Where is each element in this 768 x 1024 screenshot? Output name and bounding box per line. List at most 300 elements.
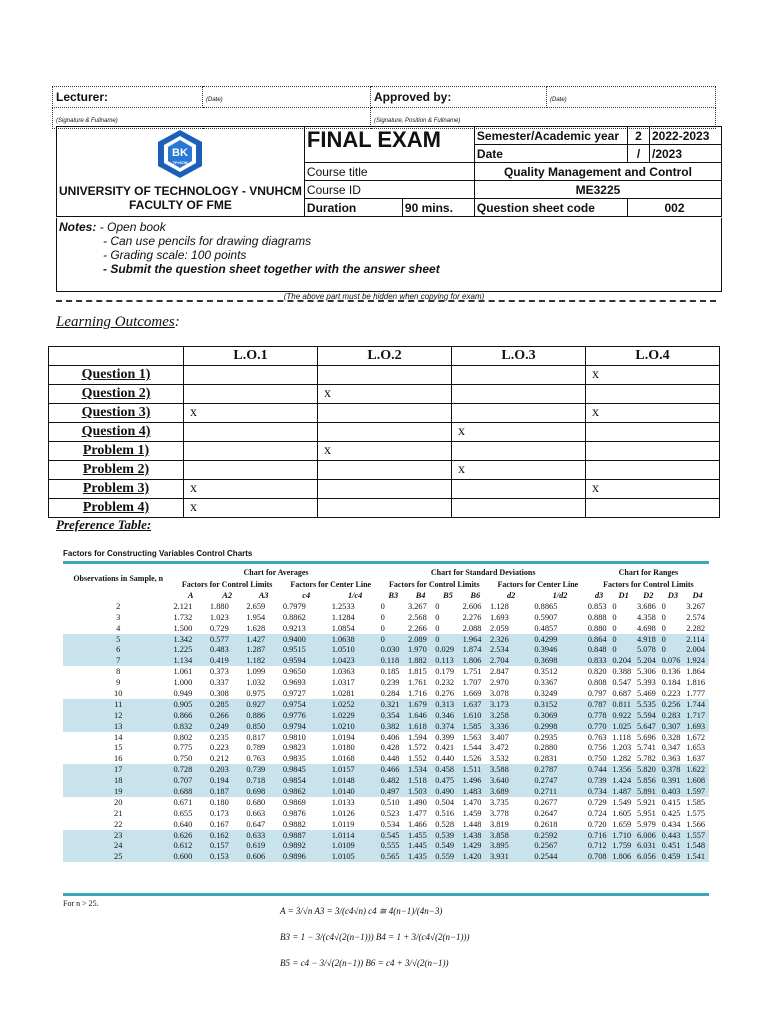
factor-cell: 5.782 — [636, 754, 656, 764]
factor-cell: 0.363 — [661, 754, 681, 764]
lo-row-label: Problem 1) — [49, 442, 184, 461]
lo-header-2: L.O.2 — [318, 347, 452, 366]
lo-header-4: L.O.4 — [586, 347, 720, 366]
factor-cell: 0.9823 — [282, 743, 306, 753]
factor-row — [63, 808, 709, 819]
factor-cell: 1.118 — [612, 732, 631, 742]
factor-cell: 1.717 — [684, 710, 709, 721]
lo-mark — [452, 404, 586, 423]
factor-cell: 2.568 — [407, 612, 427, 622]
factor-cell: 0 — [610, 634, 635, 645]
lo-mark — [586, 499, 720, 518]
factor-cell: 0.559 — [433, 851, 460, 862]
factor-cell: 1.815 — [407, 667, 427, 677]
factor-cell: 1.420 — [461, 851, 488, 862]
lo-mark: x — [452, 423, 586, 442]
factor-cell: 0.698 — [244, 786, 280, 797]
factor-symbol: 1/c4 — [347, 590, 363, 600]
factor-cell: 0.321 — [379, 699, 406, 710]
factor-cell: 0.3946 — [532, 644, 585, 655]
factor-cell: 0.600 — [171, 851, 207, 862]
lo-mark — [586, 461, 720, 480]
notes-line-1: - Open book — [99, 220, 166, 234]
factor-cell: 0.9515 — [281, 644, 330, 655]
factor-cell: 3.588 — [488, 764, 532, 775]
factor-cell: 0.866 — [171, 710, 207, 721]
factor-cell: 0.718 — [244, 775, 280, 786]
lecturer-label: Lecturer: — [56, 90, 109, 104]
factor-cell: 0.547 — [612, 678, 632, 688]
factor-cell: 0.9727 — [282, 688, 306, 698]
factor-cell: 0.2618 — [534, 819, 558, 829]
factor-cell: 0.3512 — [534, 667, 558, 677]
top-rule — [63, 561, 709, 564]
factors-table — [63, 566, 709, 862]
factor-cell: 1.572 — [407, 743, 427, 753]
factor-cell: 0.406 — [380, 732, 400, 742]
factor-cell: 0.797 — [587, 688, 607, 698]
factor-cell: 1.924 — [684, 655, 709, 666]
factor-row — [63, 840, 709, 851]
factor-cell: 0.640 — [173, 819, 193, 829]
factor-cell: 0 — [660, 634, 685, 645]
factor-symbol: A3 — [258, 590, 269, 600]
factor-row — [63, 634, 709, 645]
factor-row — [63, 644, 709, 655]
sample-size-cell: 22 — [114, 819, 123, 829]
hidden-note: (The above part must be hidden when copying for exam) — [283, 292, 485, 301]
lo-row-label: Question 3) — [49, 404, 184, 423]
date-label: Date — [474, 145, 627, 163]
factor-cell: 1.0229 — [330, 710, 379, 721]
sample-size-cell: 12 — [63, 710, 171, 721]
factor-cell: 1.511 — [461, 764, 488, 775]
sample-size-cell: 19 — [63, 786, 171, 797]
factor-cell: 0.2787 — [532, 764, 585, 775]
factor-cell: 0.626 — [171, 830, 207, 841]
factor-cell: 0.328 — [661, 732, 681, 742]
factor-cell: 1.0109 — [330, 840, 379, 851]
lo-mark — [184, 366, 318, 385]
factor-cell: 0.9896 — [281, 851, 330, 862]
notes-label: Notes: — [59, 220, 97, 234]
factor-cell: 1.496 — [461, 775, 488, 786]
factor-cell: 0.419 — [208, 655, 244, 666]
sample-size-cell: 7 — [63, 655, 171, 666]
factor-cell: 3.735 — [489, 797, 509, 807]
factor-cell: 0.443 — [660, 830, 685, 841]
factor-cell: 5.979 — [636, 819, 656, 829]
factor-cell: 1.732 — [173, 612, 193, 622]
factor-row — [63, 786, 709, 797]
signature-table — [52, 86, 716, 129]
lo-mark — [318, 404, 452, 423]
factor-cell: 0.3249 — [534, 688, 558, 698]
factor-cell: 3.336 — [488, 721, 532, 732]
factor-cell: 1.0114 — [330, 830, 379, 841]
factor-cell: 1.693 — [489, 612, 509, 622]
factor-row — [63, 732, 709, 743]
factor-cell: 1.622 — [684, 764, 709, 775]
factor-cell: 0.2880 — [534, 743, 558, 753]
factor-cell: 1.424 — [610, 775, 635, 786]
factor-cell: 0.9594 — [281, 655, 330, 666]
factor-cell: 0.2747 — [532, 775, 585, 786]
group-ranges: Chart for Ranges — [618, 567, 679, 577]
factor-cell: 0.729 — [209, 623, 229, 633]
lo-mark — [318, 480, 452, 499]
factor-cell: 0.778 — [586, 710, 611, 721]
factor-cell: 5.306 — [636, 667, 656, 677]
factor-cell: 0.2647 — [534, 808, 558, 818]
factor-cell: 0.811 — [610, 699, 635, 710]
factor-cell: 1.0281 — [331, 688, 355, 698]
factor-cell: 0.534 — [380, 819, 400, 829]
factor-cell: 0 — [612, 612, 617, 622]
factor-cell: 0.497 — [379, 786, 406, 797]
factor-row — [63, 851, 709, 862]
factor-cell: 3.686 — [636, 601, 656, 611]
factor-cell: 6.006 — [635, 830, 660, 841]
date-year: /2023 — [650, 145, 722, 163]
factor-cell: 0.313 — [433, 699, 460, 710]
factor-cell: 0.029 — [433, 644, 460, 655]
factor-cell: 1.0510 — [330, 644, 379, 655]
factor-cell: 0.9862 — [281, 786, 330, 797]
lo-row — [49, 404, 720, 423]
factor-cell: 0.763 — [246, 754, 266, 764]
factor-cell: 1.466 — [407, 819, 427, 829]
factor-cell: 1.427 — [244, 634, 280, 645]
factor-cell: 0.475 — [433, 775, 460, 786]
factor-cell: 0.482 — [379, 775, 406, 786]
factor-cell: 0 — [660, 644, 685, 655]
factor-cell: 1.0363 — [331, 667, 355, 677]
approved-date-cell — [547, 87, 716, 108]
factor-cell: 1.628 — [246, 623, 266, 633]
factor-cell: 1.061 — [173, 667, 193, 677]
factor-cell: 0.2592 — [532, 830, 585, 841]
factor-cell: 0.739 — [586, 775, 611, 786]
factor-cell: 1.954 — [246, 612, 266, 622]
factor-cell: 5.647 — [635, 721, 660, 732]
factor-cell: 0.528 — [435, 819, 455, 829]
sample-size-cell: 20 — [114, 797, 123, 807]
factor-cell: 1.563 — [462, 732, 482, 742]
academic-year: 2022-2023 — [650, 127, 722, 145]
factor-cell: 0.157 — [208, 840, 244, 851]
factor-cell: 1.459 — [462, 808, 482, 818]
exam-header — [56, 126, 722, 217]
notes-line-2: - Can use pencils for drawing diagrams — [103, 234, 312, 248]
factors-symbol-row — [63, 590, 709, 601]
factor-row — [63, 830, 709, 841]
factor-cell: 0.820 — [587, 667, 607, 677]
factor-cell: 2.114 — [684, 634, 709, 645]
lo-row-label: Problem 4) — [49, 499, 184, 518]
lo-header-1: L.O.1 — [184, 347, 318, 366]
factor-cell: 0.249 — [208, 721, 244, 732]
factor-cell: 0.949 — [173, 688, 193, 698]
factor-cell: 0.545 — [379, 830, 406, 841]
sample-size-cell: 18 — [63, 775, 171, 786]
factor-cell: 1.710 — [610, 830, 635, 841]
factor-cell: 0.283 — [660, 710, 685, 721]
factor-cell: 1.0168 — [331, 754, 355, 764]
formula-2: B3 = 1 − 3/(c4√(2(n−1))) B4 = 1 + 3/(c4√(2(n−1))) — [280, 932, 470, 942]
factor-cell: 1.585 — [461, 721, 488, 732]
factor-cell: 0 — [661, 612, 666, 622]
sheet-code-label: Question sheet code — [474, 199, 627, 217]
factor-cell: 1.470 — [462, 797, 482, 807]
factor-cell: 2.659 — [246, 601, 266, 611]
factor-cell: 1.0638 — [330, 634, 379, 645]
factor-cell: 1.500 — [173, 623, 193, 633]
factor-cell: 1.356 — [610, 764, 635, 775]
factor-cell: 1.880 — [209, 601, 229, 611]
factor-cell: 0.729 — [587, 797, 607, 807]
factor-cell: 1.597 — [684, 786, 709, 797]
factor-cell: 0.9693 — [282, 678, 306, 688]
sample-size-cell: 17 — [63, 764, 171, 775]
factor-cell: 1.203 — [612, 743, 632, 753]
factor-cell: 0.153 — [208, 851, 244, 862]
lo-header-3: L.O.3 — [452, 347, 586, 366]
factor-cell: 0.927 — [244, 699, 280, 710]
factor-cell: 1.0210 — [330, 721, 379, 732]
course-title: Quality Management and Control — [474, 163, 721, 181]
factor-cell: 1.0140 — [330, 786, 379, 797]
factor-cell: 0.510 — [380, 797, 400, 807]
factor-cell: 0.3069 — [532, 710, 585, 721]
factor-cell: 5.921 — [636, 797, 656, 807]
formula-1: A = 3/√n A3 = 3/(c4√n) c4 ≅ 4(n−1)/(4n−3) — [280, 906, 443, 916]
factor-cell: 1.618 — [406, 721, 433, 732]
lo-mark — [318, 366, 452, 385]
factor-cell: 0.523 — [380, 808, 400, 818]
lo-mark — [318, 423, 452, 442]
factor-cell: 1.693 — [684, 721, 709, 732]
factor-cell: 0.516 — [435, 808, 455, 818]
factor-cell: 0.185 — [380, 667, 400, 677]
factor-cell: 1.874 — [461, 644, 488, 655]
semester-value: 2 — [628, 127, 650, 145]
notes-line-3: - Grading scale: 100 points — [103, 248, 247, 262]
lo-row-label: Question 4) — [49, 423, 184, 442]
factor-cell: 1.608 — [684, 775, 709, 786]
factor-row — [63, 742, 709, 753]
factor-cell: 1.759 — [610, 840, 635, 851]
factor-cell: 1.557 — [684, 830, 709, 841]
factor-cell: 0.458 — [433, 764, 460, 775]
factor-cell: 0.9754 — [281, 699, 330, 710]
factor-cell: 0.9794 — [281, 721, 330, 732]
factor-cell: 0.744 — [586, 764, 611, 775]
factor-cell: 1.816 — [686, 678, 706, 688]
factor-cell: 0.232 — [435, 678, 455, 688]
date-slash: / — [628, 145, 650, 163]
factor-cell: 0.853 — [587, 601, 607, 611]
factor-row — [63, 601, 709, 612]
factor-cell: 1.477 — [407, 808, 427, 818]
factor-cell: 1.549 — [612, 797, 632, 807]
lo-mark — [184, 461, 318, 480]
factor-cell: 0.2831 — [534, 754, 558, 764]
factor-cell: 5.204 — [635, 655, 660, 666]
sample-size-cell: 2 — [116, 601, 121, 611]
factor-cell: 1.0180 — [331, 743, 355, 753]
factor-cell: 0.775 — [173, 743, 193, 753]
factor-cell: 3.407 — [489, 732, 509, 742]
lo-row — [49, 461, 720, 480]
factor-cell: 1.653 — [686, 743, 706, 753]
factor-cell: 1.575 — [686, 808, 706, 818]
group-averages: Chart for Averages — [243, 567, 309, 577]
factor-cell: 0.549 — [433, 840, 460, 851]
learning-outcomes-table — [48, 346, 720, 518]
lo-row — [49, 480, 720, 499]
factor-cell: 1.882 — [406, 655, 433, 666]
factor-cell: 0.663 — [246, 808, 266, 818]
factor-cell: 0.239 — [380, 678, 400, 688]
factor-cell: 3.895 — [488, 840, 532, 851]
sheet-code: 002 — [628, 199, 722, 217]
factor-cell: 3.078 — [489, 688, 509, 698]
factor-cell: 0.850 — [244, 721, 280, 732]
sample-size-cell: 4 — [116, 623, 121, 633]
factor-symbol: D2 — [643, 590, 654, 600]
factor-cell: 0.9892 — [281, 840, 330, 851]
factor-cell: 0 — [435, 612, 440, 622]
factor-row — [63, 623, 709, 634]
exam-title: FINAL EXAM — [306, 127, 441, 152]
factor-cell: 0.2998 — [532, 721, 585, 732]
factor-cell: 1.566 — [686, 819, 706, 829]
factor-cell: 0.2677 — [534, 797, 558, 807]
lo-mark: x — [184, 404, 318, 423]
factor-cell: 0.434 — [661, 819, 681, 829]
factor-cell: 4.918 — [635, 634, 660, 645]
factor-cell: 1.0126 — [331, 808, 355, 818]
factor-cell: 5.856 — [635, 775, 660, 786]
factor-cell: 0.308 — [209, 688, 229, 698]
sub-range-center: Factors for Center Line — [497, 579, 579, 589]
factor-symbol: D4 — [692, 590, 703, 600]
sample-size-cell: 5 — [63, 634, 171, 645]
factor-cell: 2.266 — [407, 623, 427, 633]
factor-cell: 0 — [610, 644, 635, 655]
factor-cell: 0.707 — [171, 775, 207, 786]
factor-cell: 0.403 — [660, 786, 685, 797]
factor-row — [63, 688, 709, 699]
factor-cell: 1.287 — [244, 644, 280, 655]
factor-symbol: c4 — [302, 590, 311, 600]
factor-cell: 0.030 — [379, 644, 406, 655]
sample-size-cell: 9 — [116, 678, 121, 688]
lo-row-label: Question 2) — [49, 385, 184, 404]
factor-cell: 2.121 — [173, 601, 193, 611]
factor-cell: 0.922 — [610, 710, 635, 721]
sample-size-cell: 8 — [116, 667, 121, 677]
lo-mark — [586, 385, 720, 404]
obs-header: Observations in Sample, n — [73, 573, 164, 583]
factor-cell: 1.552 — [407, 754, 427, 764]
factor-cell: 0.8862 — [282, 612, 306, 622]
factor-cell: 1.023 — [209, 612, 229, 622]
factor-cell: 1.970 — [406, 644, 433, 655]
factor-cell: 1.000 — [173, 678, 193, 688]
factor-row — [63, 819, 709, 830]
sample-size-cell: 14 — [114, 732, 123, 742]
factor-cell: 0.9845 — [281, 764, 330, 775]
factor-cell: 2.282 — [686, 623, 706, 633]
factor-cell: 1.448 — [462, 819, 482, 829]
sample-size-cell: 13 — [63, 721, 171, 732]
factor-cell: 0.763 — [587, 732, 607, 742]
factor-cell: 1.964 — [461, 634, 488, 645]
factor-row — [63, 797, 709, 808]
sample-size-cell: 21 — [114, 808, 123, 818]
cut-line — [56, 300, 716, 302]
factor-cell: 0 — [435, 623, 440, 633]
factor-cell: 0.9869 — [282, 797, 306, 807]
factor-cell: 1.282 — [612, 754, 632, 764]
factor-cell: 1.679 — [406, 699, 433, 710]
lo-row-label: Question 1) — [49, 366, 184, 385]
bottom-rule — [63, 893, 709, 896]
factor-cell: 1.099 — [246, 667, 266, 677]
factor-cell: 0.399 — [435, 732, 455, 742]
factor-cell: 0.720 — [587, 819, 607, 829]
factor-cell: 0.466 — [379, 764, 406, 775]
factor-cell: 0.817 — [246, 732, 266, 742]
factor-row — [63, 699, 709, 710]
factor-cell: 1.526 — [462, 754, 482, 764]
factor-cell: 0.671 — [173, 797, 193, 807]
factor-cell: 1.548 — [684, 840, 709, 851]
factor-cell: 1.438 — [461, 830, 488, 841]
factor-symbol: 1/d2 — [552, 590, 568, 600]
sample-size-cell: 16 — [114, 754, 123, 764]
factor-cell: 0.750 — [587, 754, 607, 764]
lo-mark: x — [318, 442, 452, 461]
sub-avg-center: Factors for Center Line — [290, 579, 372, 589]
lo-mark: x — [452, 461, 586, 480]
sub-avg-limits: Factors for Control Limits — [181, 579, 273, 589]
factor-cell: 0.382 — [379, 721, 406, 732]
factor-cell: 0.235 — [209, 732, 229, 742]
factor-cell: 1.2533 — [331, 601, 355, 611]
factor-cell: 0 — [612, 601, 617, 611]
course-id: ME3225 — [474, 181, 721, 199]
factor-cell: 0.864 — [586, 634, 611, 645]
factor-cell: 0.886 — [244, 710, 280, 721]
factor-cell: 1.544 — [462, 743, 482, 753]
factor-cell: 0.2711 — [532, 786, 585, 797]
sample-size-cell: 6 — [63, 644, 171, 655]
semester-label: Semester/Academic year — [474, 127, 627, 145]
factor-cell: 0.539 — [433, 830, 460, 841]
factor-cell: 0.440 — [435, 754, 455, 764]
lo-mark: x — [586, 480, 720, 499]
lo-mark — [452, 366, 586, 385]
logo-text: BK — [172, 147, 189, 159]
factor-cell: 5.393 — [636, 678, 656, 688]
factor-cell: 1.025 — [610, 721, 635, 732]
factor-cell: 1.0148 — [330, 775, 379, 786]
factor-cell: 1.182 — [244, 655, 280, 666]
factor-cell: 1.445 — [406, 840, 433, 851]
